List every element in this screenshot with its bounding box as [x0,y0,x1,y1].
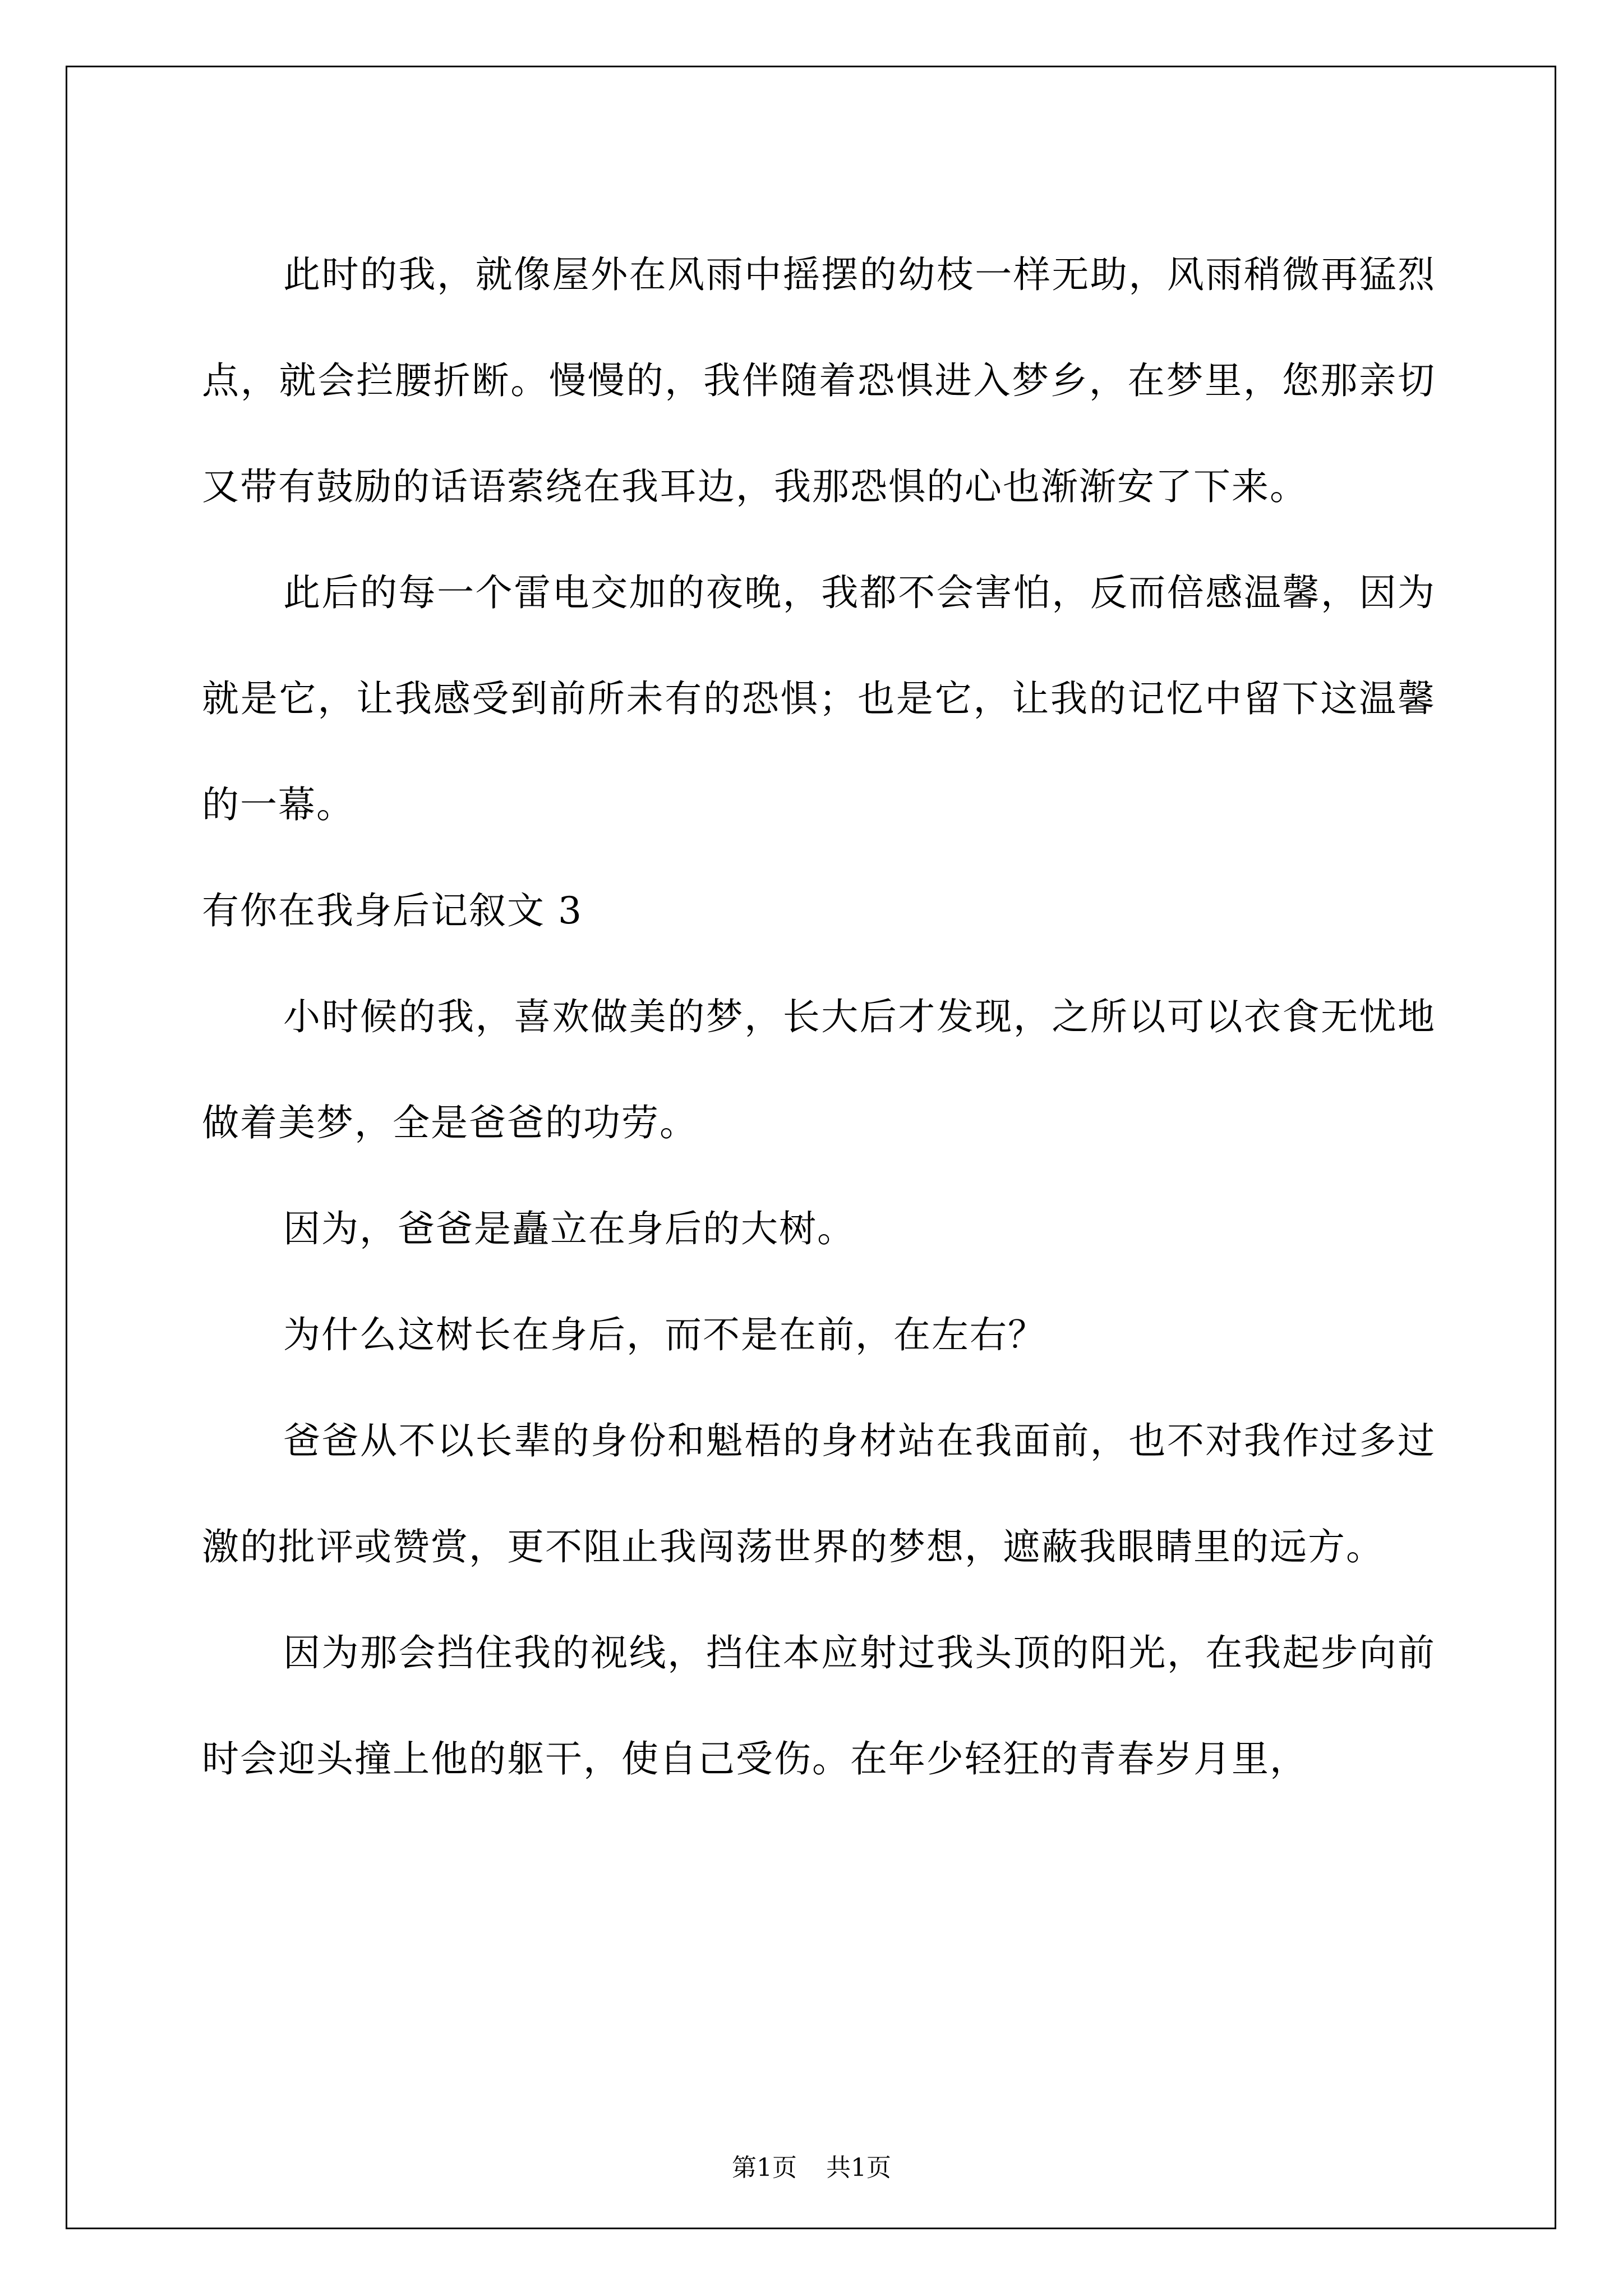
page-total: 共1页 [826,2154,891,2182]
page-number: 第1页 [732,2154,797,2182]
paragraph: 为什么这树长在身后，而不是在前，在左右？ [283,1313,1046,1356]
paragraph: 因为那会挡住我的视线，挡住本应射过我头顶的阳光，在我起步向前时会迎头撞上他的躯干，使自己受伤。在年少轻狂的青春岁月里， [202,1631,1436,1780]
paragraph: 此时的我，就像屋外在风雨中摇摆的幼枝一样无助，风雨稍微再猛烈点，就会拦腰折断。慢慢的，我伴随着恐惧进入梦乡，在梦里，您那亲切又带有鼓励的话语萦绕在我耳边，我那恐惧的心也渐渐安了下来。 [202,253,1436,508]
page-footer [0,2151,1623,2185]
paragraph: 爸爸从不以长辈的身份和魁梧的身材站在我面前，也不对我作过多过激的批评或赞赏，更不阻止我闯荡世界的梦想，遮蔽我眼睛里的远方。 [202,1419,1436,1568]
document-body [202,222,1436,1812]
section-heading: 有你在我身后记叙文 3 [202,889,583,932]
paragraph: 此后的每一个雷电交加的夜晚，我都不会害怕，反而倍感温馨，因为就是它，让我感受到前所未有的恐惧；也是它，让我的记忆中留下这温馨的一幕。 [202,571,1436,826]
paragraph: 因为，爸爸是矗立在身后的大树。 [283,1207,855,1250]
paragraph: 小时候的我，喜欢做美的梦，长大后才发现，之所以可以衣食无忧地做着美梦，全是爸爸的功劳。 [202,995,1436,1144]
